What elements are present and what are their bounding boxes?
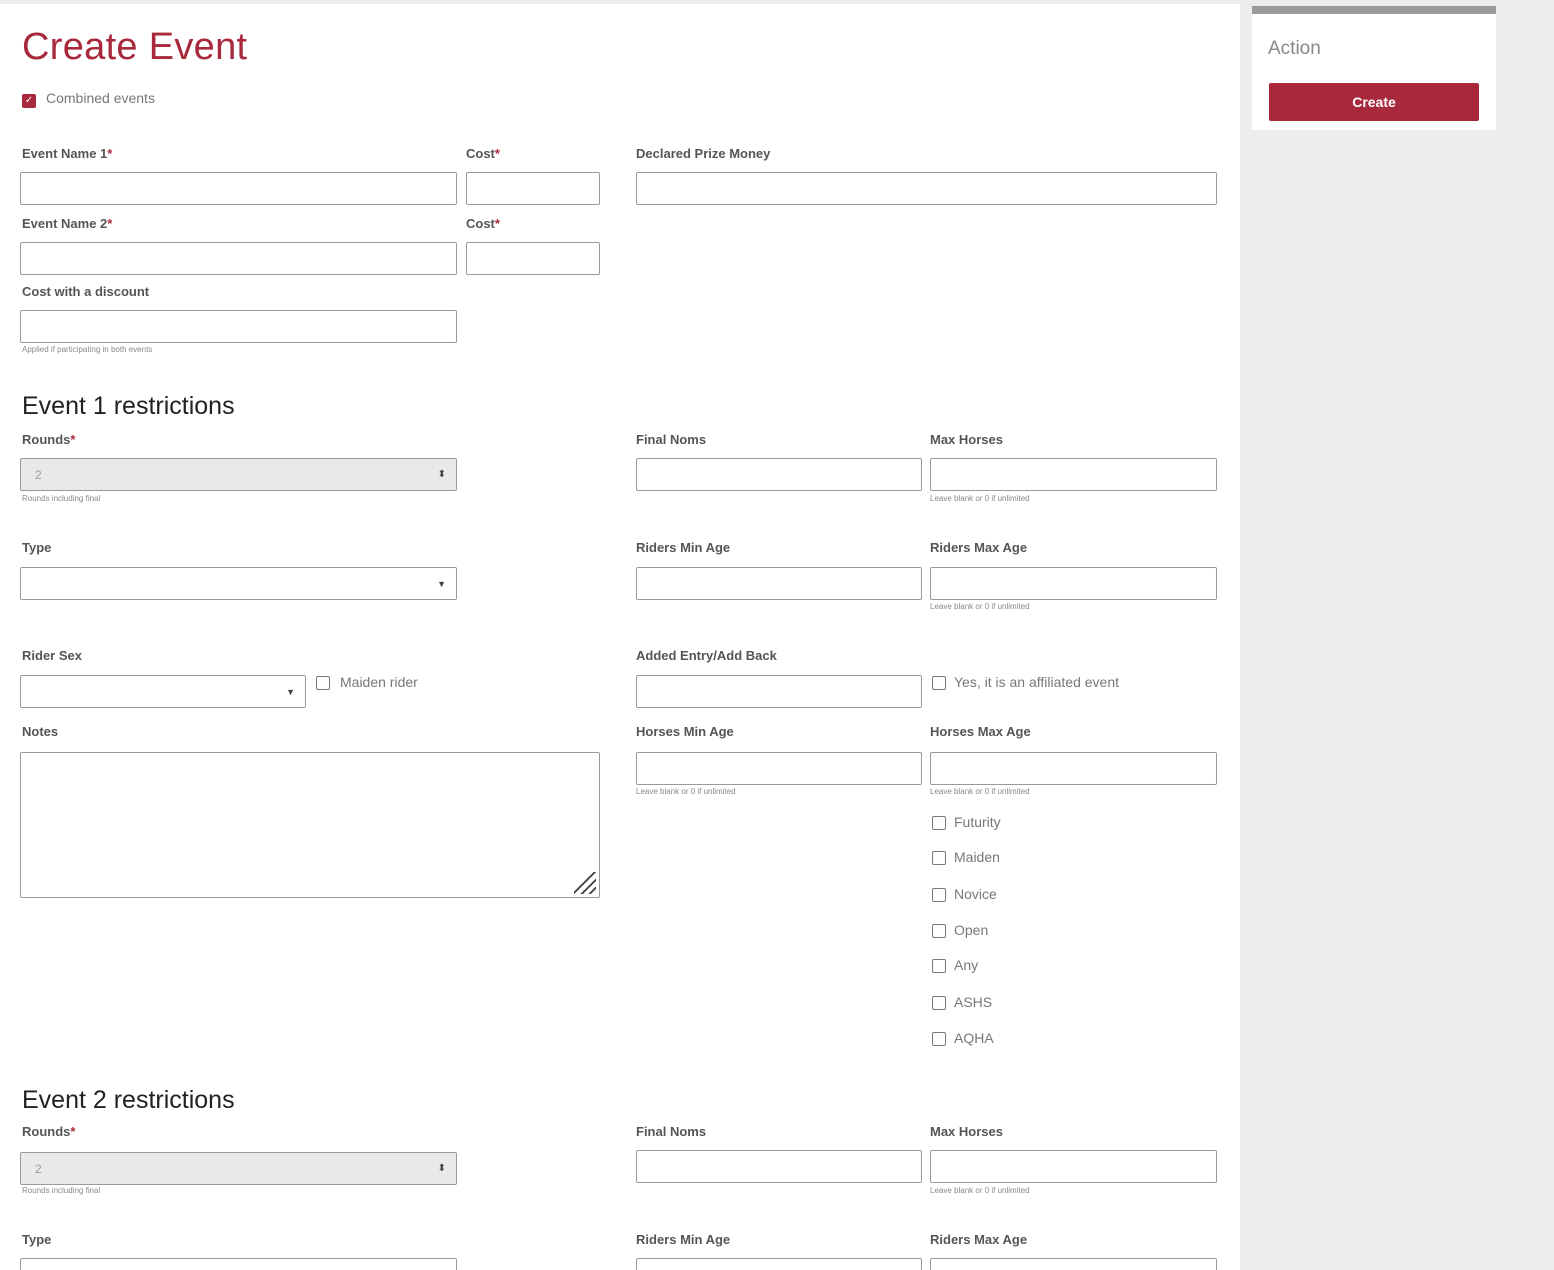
action-panel	[1252, 6, 1496, 130]
event-1-notes-label: Notes	[22, 724, 59, 739]
aqha-checkbox[interactable]	[932, 1032, 946, 1046]
affiliated-event-checkbox[interactable]	[932, 676, 946, 690]
event-1-notes-textarea[interactable]	[20, 752, 600, 898]
open-checkbox[interactable]	[932, 924, 946, 938]
event-1-riders-min-age-label: Riders Min Age	[636, 540, 731, 555]
ashs-label: ASHS	[954, 994, 993, 1010]
event-1-type-select[interactable]	[20, 567, 457, 600]
spinner-icon: ⬍	[437, 1163, 446, 1174]
any-checkbox[interactable]	[932, 959, 946, 973]
maiden-rider-checkbox[interactable]	[316, 676, 330, 690]
event-1-max-horses-label: Max Horses	[930, 432, 1003, 447]
ashs-checkbox[interactable]	[932, 996, 946, 1010]
event-1-horses-min-age-label: Horses Min Age	[636, 724, 734, 739]
event-2-max-horses-label: Max Horses	[930, 1124, 1003, 1139]
event-1-rounds-label: Rounds*	[22, 432, 76, 447]
maiden-rider-label: Maiden rider	[340, 674, 418, 690]
event-1-rider-sex-select[interactable]	[20, 675, 306, 708]
event-2-rounds-select[interactable]	[20, 1152, 457, 1185]
spinner-icon: ⬍	[437, 469, 446, 480]
event-1-riders-max-age-help: Leave blank or 0 if unlimited	[930, 602, 1030, 611]
novice-checkbox[interactable]	[932, 888, 946, 902]
chevron-down-icon: ▼	[286, 687, 295, 697]
event-2-final-noms-label: Final Noms	[636, 1124, 707, 1139]
novice-label: Novice	[954, 886, 997, 902]
event-1-final-noms-input[interactable]	[636, 458, 922, 491]
affiliated-event-label: Yes, it is an affiliated event	[954, 674, 1119, 690]
cost-1-label: Cost*	[466, 146, 500, 161]
event-2-max-horses-input[interactable]	[930, 1150, 1217, 1183]
futurity-checkbox[interactable]	[932, 816, 946, 830]
aqha-label: AQHA	[954, 1030, 994, 1046]
cost-2-input[interactable]	[466, 242, 600, 275]
event-1-final-noms-label: Final Noms	[636, 432, 707, 447]
any-label: Any	[954, 957, 979, 973]
resize-handle-icon[interactable]	[574, 872, 596, 894]
maiden-checkbox[interactable]	[932, 851, 946, 865]
event-1-rider-sex-label: Rider Sex	[22, 648, 82, 663]
event-1-horses-max-age-input[interactable]	[930, 752, 1217, 785]
event-2-rounds-value: 2	[35, 1162, 42, 1176]
action-panel-title: Action	[1268, 38, 1321, 59]
main-panel	[0, 4, 1240, 1270]
event-name-2-input[interactable]	[20, 242, 457, 275]
cost-with-discount-input[interactable]	[20, 310, 457, 343]
event-2-heading: Event 2 restrictions	[22, 1086, 235, 1114]
event-1-rounds-select[interactable]	[20, 458, 457, 491]
event-2-riders-max-age-label: Riders Max Age	[930, 1232, 1028, 1247]
event-1-added-entry-input[interactable]	[636, 675, 922, 708]
discount-help-text: Applied if participating in both events	[22, 345, 153, 354]
event-2-type-label: Type	[22, 1232, 52, 1247]
event-2-riders-min-age-input[interactable]	[636, 1258, 922, 1270]
event-1-horses-max-age-label: Horses Max Age	[930, 724, 1031, 739]
event-name-1-input[interactable]	[20, 172, 457, 205]
event-1-rounds-value: 2	[35, 468, 42, 482]
event-1-added-entry-label: Added Entry/Add Back	[636, 648, 777, 663]
event-1-horses-min-age-input[interactable]	[636, 752, 922, 785]
open-label: Open	[954, 922, 989, 938]
event-2-riders-min-age-label: Riders Min Age	[636, 1232, 731, 1247]
combined-events-checkbox[interactable]: ✓	[22, 94, 36, 108]
event-name-1-label: Event Name 1*	[22, 146, 113, 161]
event-1-riders-max-age-input[interactable]	[930, 567, 1217, 600]
event-1-rounds-help: Rounds including final	[22, 494, 101, 503]
event-1-riders-max-age-label: Riders Max Age	[930, 540, 1028, 555]
chevron-down-icon: ▼	[437, 579, 446, 589]
cost-with-discount-label: Cost with a discount	[22, 284, 150, 299]
cost-1-input[interactable]	[466, 172, 600, 205]
event-1-horses-min-age-help: Leave blank or 0 if unlimited	[636, 787, 736, 796]
event-2-riders-max-age-input[interactable]	[930, 1258, 1217, 1270]
event-2-type-select[interactable]	[20, 1258, 457, 1270]
event-name-2-label: Event Name 2*	[22, 216, 113, 231]
event-2-rounds-help: Rounds including final	[22, 1186, 101, 1195]
create-button[interactable]: Create	[1269, 83, 1479, 121]
maiden-label: Maiden	[954, 849, 1000, 865]
page-title: Create Event	[22, 26, 248, 68]
event-2-rounds-label: Rounds*	[22, 1124, 76, 1139]
declared-prize-money-input[interactable]	[636, 172, 1217, 205]
event-2-final-noms-input[interactable]	[636, 1150, 922, 1183]
declared-prize-money-label: Declared Prize Money	[636, 146, 771, 161]
event-1-heading: Event 1 restrictions	[22, 392, 235, 420]
event-2-max-horses-help: Leave blank or 0 if unlimited	[930, 1186, 1030, 1195]
event-1-riders-min-age-input[interactable]	[636, 567, 922, 600]
combined-events-label: Combined events	[46, 90, 155, 106]
event-1-max-horses-help: Leave blank or 0 if unlimited	[930, 494, 1030, 503]
event-1-max-horses-input[interactable]	[930, 458, 1217, 491]
cost-2-label: Cost*	[466, 216, 500, 231]
event-1-type-label: Type	[22, 540, 52, 555]
event-1-horses-max-age-help: Leave blank or 0 if unlimited	[930, 787, 1030, 796]
futurity-label: Futurity	[954, 814, 1001, 830]
